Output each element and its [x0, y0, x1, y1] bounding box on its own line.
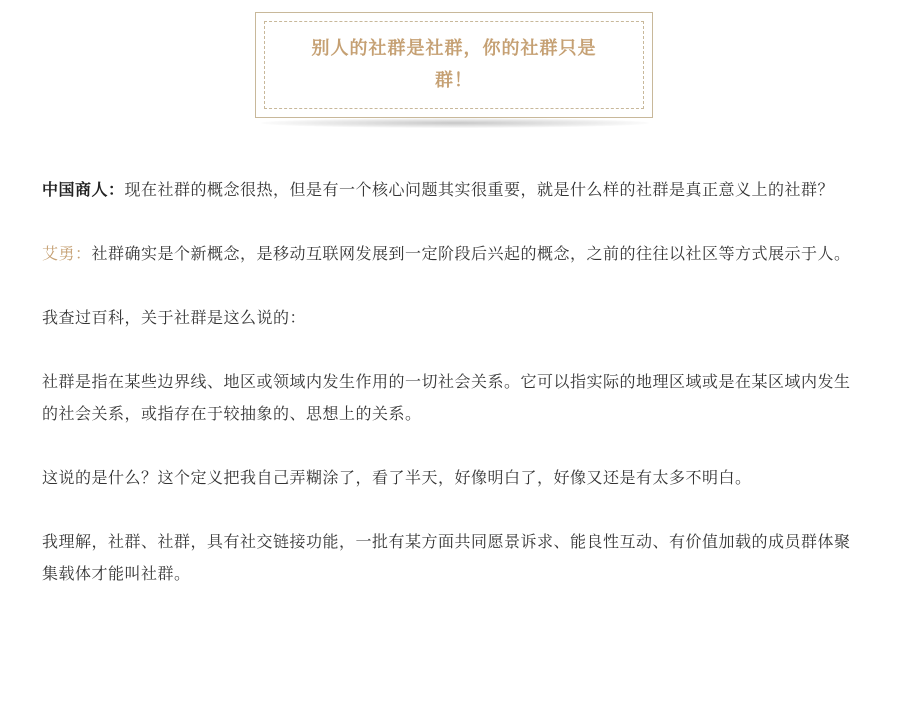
paragraph-2 [42, 238, 857, 270]
title-card-dashed-border [264, 21, 644, 109]
title-card-frame [255, 12, 653, 118]
paragraph-5: 这说的是什么？这个定义把我自己弄糊涂了，看了半天，好像明白了，好像又还是有太多不明白。 [42, 468, 752, 487]
speaker-label-ai-yong: 艾勇： [42, 244, 92, 263]
speaker-label-china-merchant: 中国商人： [42, 180, 125, 199]
title-card [255, 12, 655, 122]
article-title: 别人的社群是社群，你的社群只是群！ [311, 38, 597, 91]
paragraph-2-text: 社群确实是个新概念，是移动互联网发展到一定阶段后兴起的概念，之前的往往以社区等方式展示于人。 [91, 244, 851, 263]
article-body [42, 174, 857, 622]
paragraph-6: 我理解，社群、社群，具有社交链接功能，一批有某方面共同愿景诉求、能良性互动、有价值加载的成员群体聚集载体才能叫社群。 [42, 532, 851, 583]
paragraph-1 [42, 174, 857, 206]
paragraph-3: 我查过百科，关于社群是这么说的： [42, 308, 307, 327]
title-card-shadow [261, 118, 649, 128]
paragraph-1-text: 现在社群的概念很热，但是有一个核心问题其实很重要，就是什么样的社群是真正意义上的社群？ [124, 180, 835, 199]
paragraph-4: 社群是指在某些边界线、地区或领域内发生作用的一切社会关系。它可以指实际的地理区域或是在某区域内发生的社会关系，或指存在于较抽象的、思想上的关系。 [42, 372, 851, 423]
